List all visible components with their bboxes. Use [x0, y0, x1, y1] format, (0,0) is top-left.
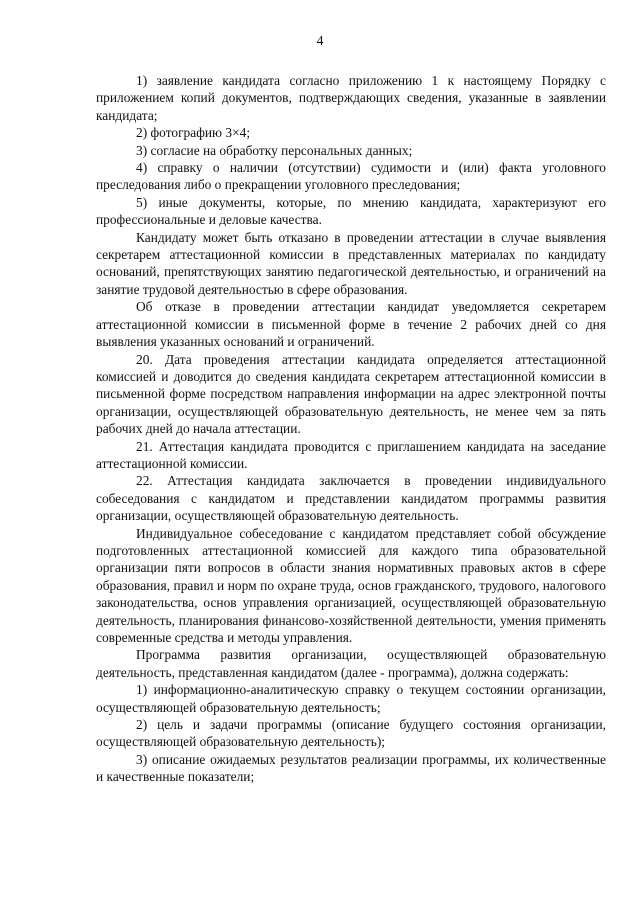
paragraph-program-item-1: 1) информационно-аналитическую справку о текущем состоянии организации, осуществляющей образовательную деятельность; — [96, 682, 606, 715]
paragraph-item-3: 3) согласие на обработку персональных данных; — [136, 142, 413, 158]
paragraph-item-1: 1) заявление кандидата согласно приложению 1 к настоящему Порядку с приложением копий документов, подтверждающих сведения, указанные в заявлении кандидата; — [96, 73, 606, 123]
paragraph-program: Программа развития организации, осуществляющей образовательную деятельность, представленная кандидатом (далее - программа), должна содержать: — [96, 647, 606, 680]
paragraph-21: 21. Аттестация кандидата проводится с приглашением кандидата на заседание аттестационной комиссии. — [96, 438, 606, 471]
paragraph-20: 20. Дата проведения аттестации кандидата определяется аттестационной комиссией и доводится до сведения кандидата секретарем аттестационной комиссии в письменной форме посредством направления информации на адрес электронной почты организации, осуществляющей образовательную деятельность, не менее чем за пять рабочих дней до начала аттестации. — [96, 351, 606, 437]
paragraph-item-4: 4) справку о наличии (отсутствии) судимости и (или) факта уголовного преследования либо о прекращении уголовного преследования; — [96, 160, 606, 193]
paragraph-item-5: 5) иные документы, которые, по мнению кандидата, характеризуют его профессиональные и деловые качества. — [96, 194, 606, 228]
paragraph-22: 22. Аттестация кандидата заключается в проведении индивидуального собеседования с кандидатом и представлении кандидатом программы развития организации, осуществляющей образовательную деятельность. — [96, 473, 606, 524]
paragraph-interview: Индивидуальное собеседование с кандидатом представляет собой обсуждение подготовленных аттестационной комиссией для каждого типа образовательной организации пяти вопросов в области знания нормативных правовых актов в сфере образования, правил и норм по охране труда, основ гражданского, трудового, налогового законодательства, основ управления организацией, осуществляющей образовательную деятельность, планирования финансово-хозяйственной деятельности, умения применять современные средства и методы управления. — [96, 525, 606, 645]
paragraph-item-2: 2) фотографию 3×4; — [136, 125, 251, 141]
document-body — [96, 72, 606, 786]
paragraph-refusal: Кандидату может быть отказано в проведении аттестации в случае выявления секретарем аттестационной комиссии в представленных материалах по кандидату оснований, препятствующих занятию педагогической деятельностью, и ограничений на занятие трудовой деятельностью в сфере образования. — [96, 229, 606, 297]
paragraph-refusal-notice: Об отказе в проведении аттестации кандидат уведомляется секретарем аттестационной комиссии в письменной форме в течение 2 рабочих дней со дня выявления указанных оснований и ограничений. — [96, 299, 606, 350]
paragraph-program-item-2: 2) цель и задачи программы (описание будущего состояния организации, осуществляющей образовательную деятельность); — [96, 717, 606, 750]
paragraph-program-item-3: 3) описание ожидаемых результатов реализации программы, их количественные и качественные показатели; — [96, 751, 606, 785]
page-number: 4 — [316, 34, 324, 49]
